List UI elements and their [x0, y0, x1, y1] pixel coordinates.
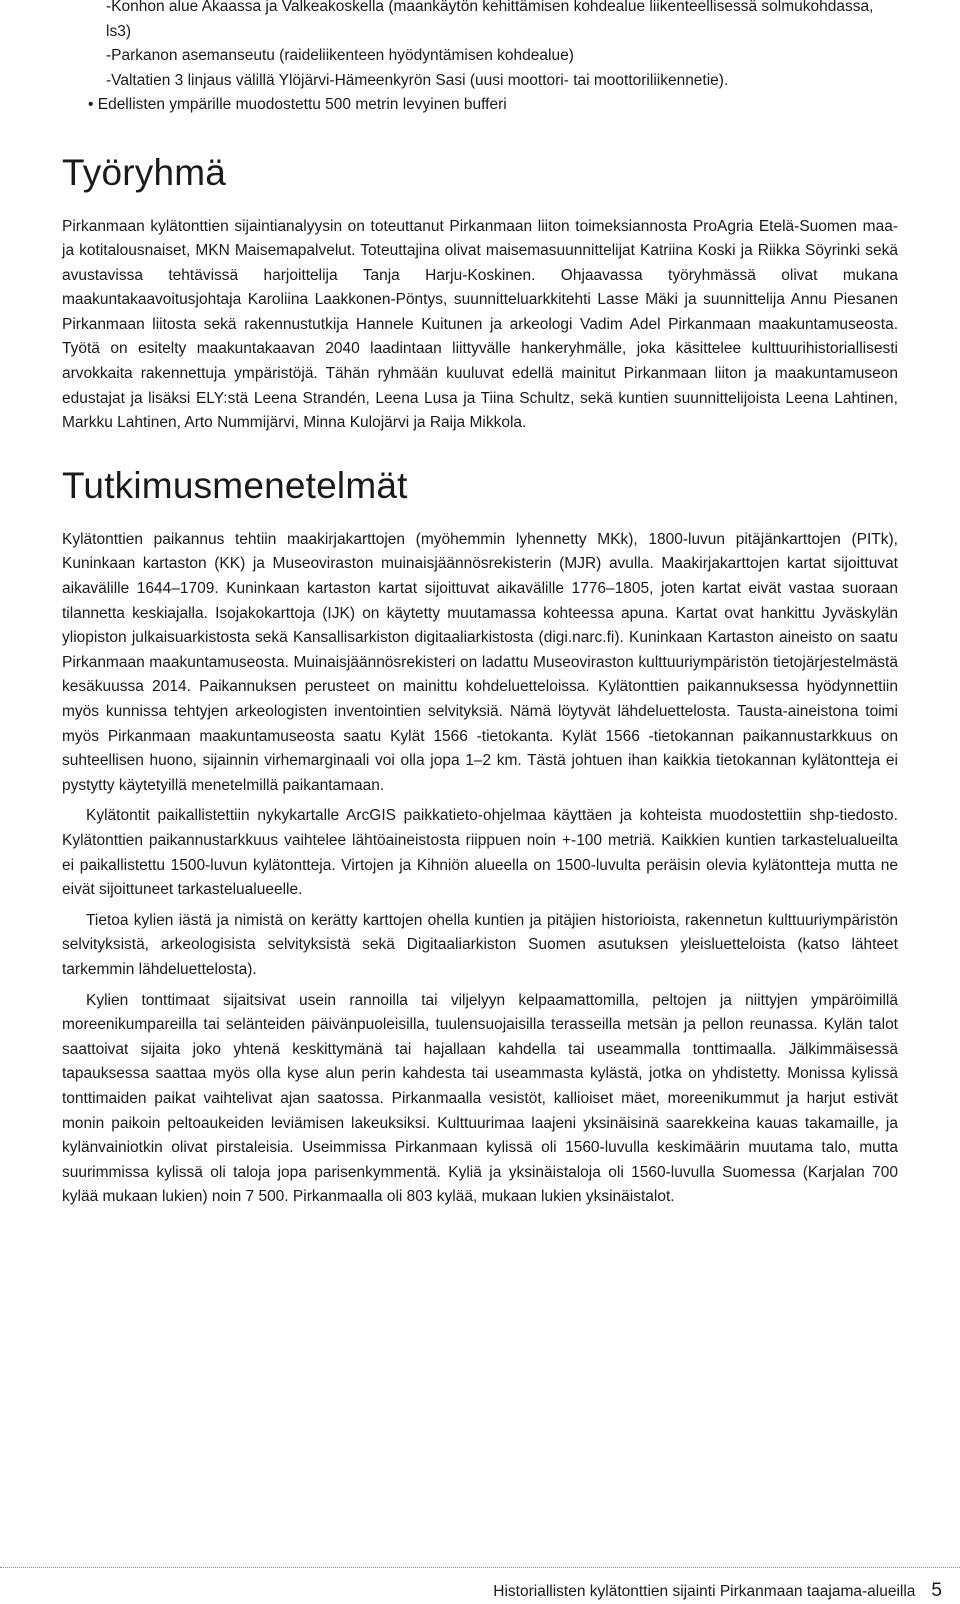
page-number: 5 — [931, 1580, 942, 1601]
methods-paragraph-3: Tietoa kylien iästä ja nimistä on kerätty karttojen ohella kuntien ja pitäjien historioista, rakennetun kulttuuriympäristön selvityksistä, arkeologisista selvityksistä sekä Digitaaliarkiston Suomen asutuksen yleisluetteloista (katso lähteet tarkemmin lähdeluettelosta). — [62, 911, 898, 978]
tyoryhma-paragraph: Pirkanmaan kylätonttien sijaintianalyysin on toteuttanut Pirkanmaan liiton toimeksiannosta ProAgria Etelä-Suomen maa- ja kotitalousnaiset, MKN Maisemapalvelut. Toteuttajina olivat maisemasuunnittelijat Katriina Koski ja Riikka Söyrinki sekä avustavissa tehtävissä harjoittelija Tanja Harju-Koskinen. Ohjaavassa työryhmässä olivat mukana maakuntakaavoitusjohtaja Karoliina Laakkonen-Pöntys, suunnitteluarkkitehti Lasse Mäki ja suunnittelija Annu Piesanen Pirkanmaan liitosta sekä rakennustutkija Hannele Kuitunen ja arkeologi Vadim Adel Pirkanmaan maakuntamuseosta. Työtä on esitelty maakuntakaavan 2040 laadintaan liittyvälle hankeryhmälle, joka käsittelee kulttuurihistoriallisesti arvokkaita rakennettuja ympäristöjä. Tähän ryhmään kuuluvat edellä mainitut Pirkanmaan liiton ja maakuntamuseon edustajat ja lisäksi ELY:stä Leena Strandén, Leena Lusa ja Tiina Schultz, sekä kuntien suunnittelijoista Leena Lahtinen, Markku Lahtinen, Arto Nummijärvi, Minna Kulojärvi ja Raija Mikkola. — [62, 217, 898, 432]
document-page — [62, 0, 898, 1210]
methods-paragraph-4: Kylien tonttimaat sijaitsivat usein rannoilla tai viljelyyn kelpaamattomilla, peltojen ja niittyjen ympäröimillä moreenikumpareilla tai selänteiden päivänpuoleisilla, tuulensuojaisilla terasseilla metsän ja pellon reunassa. Kylän talot saattoivat sijaita joko yhtenä keskittymänä tai hajallaan kahdella tai useammalla tonttimaalla. Jälkimmäisessä tapauksessa saattaa myös olla kyse alun perin kahdesta tai useammasta kylästä, jotka on yhdistetty. Monissa kylissä tonttimaiden paikat vaihtelivat ajan saatossa. Pirkanmaalla vesistöt, kallioiset mäet, moreenikummut ja harjut estivät monin paikoin peltoaukeiden leviämisen lakeuksiksi. Kulttuurimaa laajeni yksinäisinä saarekkeina kauas takamaille, ja kylänvainiotkin olivat pirstaleisia. Useimmissa Pirkanmaan kylissä oli 1560-luvulla keskimäärin muutama talo, mutta suurimmissa kylissä oli taloja jopa parisenkymmentä. Kyliä ja yksinäistaloja oli 1560-luvulla Suomessa (Karjalan 700 kylää mukaan lukien) noin 7 500. Pirkanmaalla oli 803 kylää, mukaan lukien yksinäistalot. — [62, 991, 898, 1206]
intro-bullet-item: • Edellisten ympärille muodostettu 500 metrin levyinen bufferi — [88, 96, 507, 113]
intro-sub-item-3: -Valtatien 3 linjaus välillä Ylöjärvi-Hämeenkyrön Sasi (uusi moottori- tai moottoriliikennetie). — [106, 71, 729, 89]
methods-paragraph-2: Kylätontit paikallistettiin nykykartalle ArcGIS paikkatieto-ohjelmaa käyttäen ja kohteista muodostettiin shp-tiedosto. Kylätonttien paikannustarkkuus vaihtelee lähtöaineistosta riippuen noin +-100 metriä. Kaikkien kuntien tarkastelualueilta ei paikallistettu 1500-luvun kylätontteja. Virtojen ja Kihniön alueella on 1500-luvulta peräisin olevia kylätontteja mutta ne eivät sijoittuneet tarkastelualueelle. — [62, 807, 898, 899]
page-footer — [493, 1580, 942, 1602]
footer-title: Historiallisten kylätonttien sijainti Pirkanmaan taajama-alueilla — [493, 1583, 916, 1600]
footer-divider — [0, 1567, 960, 1568]
intro-sub-item-1: -Konhon alue Akaassa ja Valkeakoskella (maankäytön kehittämisen kohdealue liikenteellisessä solmukohdassa, ls3) — [106, 0, 874, 40]
section-heading-tyoryhma: Työryhmä — [62, 151, 227, 193]
intro-list — [62, 0, 898, 118]
section-heading-tutkimusmenetelmat: Tutkimusmenetelmät — [62, 464, 408, 506]
intro-sub-item-2: -Parkanon asemanseutu (raideliikenteen hyödyntämisen kohdealue) — [106, 47, 574, 64]
methods-paragraph-1: Kylätonttien paikannus tehtiin maakirjakarttojen (myöhemmin lyhennetty MKk), 1800-luvun pitäjänkarttojen (PITk), Kuninkaan kartaston (KK) ja Museoviraston muinaisjäännösrekisterin (MJR) avulla. Maakirjakarttojen kartat sijoittuvat aikavälille 1644–1709. Kuninkaan kartaston kartat sijoittuvat aikavälille 1776–1805, joten kartat eivät vastaa suoraan tilannetta keskiajalla. Isojakokarttoja (IJK) on käytetty muutamassa kohteessa apuna. Kartat ovat hankittu Jyväskylän yliopiston julkaisuarkistosta sekä Kansallisarkiston digitaaliarkistosta (digi.narc.fi). Kuninkaan Kartaston aineisto on saatu Pirkanmaan maakuntamuseosta. Muinaisjäännösrekisteri on ladattu Museoviraston kulttuuriympäristön tietojärjestelmästä kesäkuussa 2014. Paikannuksen perusteet on mainittu kohdeluetteloissa. Kylätonttien paikannuksessa hyödynnettiin myös kunnissa tehtyjen arkeologisten inventointien selvityksiä. Nämä löytyvät lähdeluettelosta. Tausta-aineistona toimi myös Pirkanmaan maakuntamuseosta saatu Kylät 1566 -tietokanta. Kylät 1566 -tietokannan paikannustarkkuus on suhteellisen huono, sijainnin virhemarginaali voi olla jopa 1–2 km. Tästä johtuen ihan kaikkia tietokannan kylätontteja ei pystytty käytetyillä menetelmillä paikantamaan. — [62, 530, 898, 794]
